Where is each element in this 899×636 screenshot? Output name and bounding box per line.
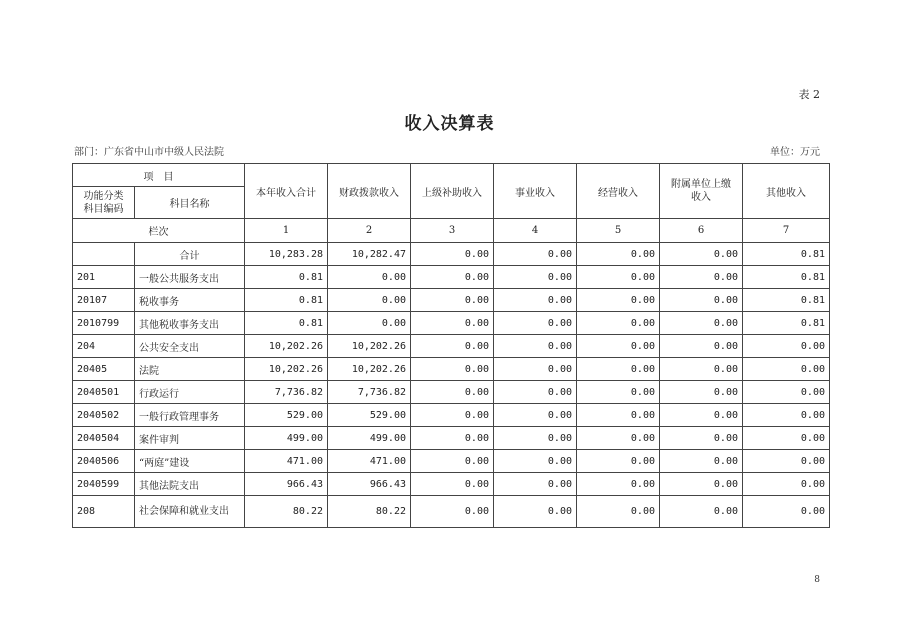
table-row [73, 266, 830, 289]
row-name: 其他税收事务支出 [135, 312, 245, 335]
row-name: “两庭”建设 [135, 450, 245, 473]
row-value: 0.00 [411, 289, 494, 312]
row-value: 0.00 [577, 335, 660, 358]
row-value: 0.81 [743, 243, 830, 266]
row-value: 10,202.26 [245, 358, 328, 381]
row-value: 0.00 [494, 427, 577, 450]
row-name: 公共安全支出 [135, 335, 245, 358]
row-value: 0.00 [494, 358, 577, 381]
row-value: 0.00 [577, 381, 660, 404]
row-value: 471.00 [328, 450, 411, 473]
table-row [73, 312, 830, 335]
row-value: 0.00 [660, 312, 743, 335]
row-value: 0.00 [411, 243, 494, 266]
row-value: 0.00 [411, 496, 494, 528]
row-code: 2010799 [73, 312, 135, 335]
row-value: 0.00 [660, 289, 743, 312]
row-value: 0.81 [743, 289, 830, 312]
row-value: 0.00 [494, 335, 577, 358]
row-value: 0.81 [245, 266, 328, 289]
row-value: 0.00 [494, 496, 577, 528]
index-cell: 4 [494, 219, 577, 243]
row-value: 0.00 [494, 312, 577, 335]
table-row [73, 335, 830, 358]
row-code: 2040504 [73, 427, 135, 450]
row-value: 0.00 [411, 473, 494, 496]
row-value: 0.00 [577, 450, 660, 473]
row-name: 一般行政管理事务 [135, 404, 245, 427]
income-table [72, 163, 830, 528]
row-code: 208 [73, 496, 135, 528]
row-value: 966.43 [328, 473, 411, 496]
row-value: 0.00 [577, 243, 660, 266]
row-value: 0.00 [660, 450, 743, 473]
row-value: 0.00 [743, 381, 830, 404]
page-number: 8 [814, 575, 820, 585]
row-name: 合计 [135, 243, 245, 266]
row-value: 499.00 [328, 427, 411, 450]
row-value: 10,202.26 [328, 335, 411, 358]
row-value: 0.00 [660, 404, 743, 427]
row-value: 471.00 [245, 450, 328, 473]
row-value: 0.00 [494, 289, 577, 312]
row-value: 0.00 [494, 404, 577, 427]
row-value: 0.00 [494, 266, 577, 289]
row-value: 0.00 [411, 450, 494, 473]
row-value: 0.81 [743, 266, 830, 289]
row-value: 0.00 [411, 335, 494, 358]
row-value: 0.00 [743, 496, 830, 528]
table-row [73, 473, 830, 496]
row-value: 529.00 [328, 404, 411, 427]
row-value: 0.00 [660, 266, 743, 289]
row-value: 0.00 [494, 381, 577, 404]
row-value: 0.00 [577, 358, 660, 381]
row-value: 966.43 [245, 473, 328, 496]
unit-label: 单位：万元 [770, 147, 820, 158]
row-value: 0.00 [494, 243, 577, 266]
header-item: 项 目 [73, 164, 245, 187]
row-name: 法院 [135, 358, 245, 381]
row-value: 0.00 [660, 243, 743, 266]
table-row [73, 381, 830, 404]
header-affiliated: 附属单位上缴 收入 [660, 164, 743, 219]
page-title: 收入决算表 [404, 114, 495, 134]
row-value: 0.00 [660, 335, 743, 358]
row-name: 一般公共服务支出 [135, 266, 245, 289]
row-value: 0.00 [411, 427, 494, 450]
row-value: 0.00 [660, 381, 743, 404]
row-value: 0.00 [743, 358, 830, 381]
row-value: 7,736.82 [328, 381, 411, 404]
row-value: 0.00 [577, 289, 660, 312]
header-name: 科目名称 [135, 187, 245, 219]
header-subsidy: 上级补助收入 [411, 164, 494, 219]
table-row [73, 289, 830, 312]
row-code: 2040599 [73, 473, 135, 496]
table-row [73, 404, 830, 427]
table-row [73, 243, 830, 266]
table-row [73, 496, 830, 528]
header-operating: 经营收入 [577, 164, 660, 219]
row-value: 0.00 [411, 381, 494, 404]
row-value: 0.00 [328, 266, 411, 289]
row-value: 0.00 [660, 473, 743, 496]
header-fiscal: 财政拨款收入 [328, 164, 411, 219]
table-row [73, 427, 830, 450]
row-value: 10,202.26 [245, 335, 328, 358]
row-code [73, 243, 135, 266]
row-value: 0.00 [411, 312, 494, 335]
header-index-label: 栏次 [73, 219, 245, 243]
row-code: 201 [73, 266, 135, 289]
row-value: 0.00 [577, 404, 660, 427]
row-value: 0.00 [577, 312, 660, 335]
row-value: 0.00 [577, 266, 660, 289]
row-value: 0.00 [743, 335, 830, 358]
row-value: 80.22 [245, 496, 328, 528]
header-other: 其他收入 [743, 164, 830, 219]
row-value: 0.00 [743, 427, 830, 450]
index-cell: 6 [660, 219, 743, 243]
row-code: 20405 [73, 358, 135, 381]
row-name: 税收事务 [135, 289, 245, 312]
row-value: 0.00 [577, 427, 660, 450]
row-value: 0.00 [660, 496, 743, 528]
row-value: 10,283.28 [245, 243, 328, 266]
row-value: 0.00 [411, 404, 494, 427]
row-code: 2040506 [73, 450, 135, 473]
index-cell: 2 [328, 219, 411, 243]
row-code: 2040501 [73, 381, 135, 404]
row-code: 20107 [73, 289, 135, 312]
header-code: 功能分类 科目编码 [73, 187, 135, 219]
row-value: 0.00 [494, 450, 577, 473]
header-total: 本年收入合计 [245, 164, 328, 219]
row-code: 2040502 [73, 404, 135, 427]
row-value: 0.81 [245, 312, 328, 335]
row-value: 0.00 [328, 289, 411, 312]
row-value: 0.81 [245, 289, 328, 312]
row-value: 80.22 [328, 496, 411, 528]
index-cell: 5 [577, 219, 660, 243]
row-value: 499.00 [245, 427, 328, 450]
table-row [73, 450, 830, 473]
row-value: 0.00 [577, 473, 660, 496]
row-name: 行政运行 [135, 381, 245, 404]
index-cell: 1 [245, 219, 328, 243]
row-value: 529.00 [245, 404, 328, 427]
row-value: 7,736.82 [245, 381, 328, 404]
department-label: 部门：广东省中山市中级人民法院 [74, 147, 224, 158]
row-value: 0.00 [411, 266, 494, 289]
index-cell: 7 [743, 219, 830, 243]
row-value: 0.00 [743, 450, 830, 473]
row-value: 10,282.47 [328, 243, 411, 266]
table-row [73, 358, 830, 381]
header-business: 事业收入 [494, 164, 577, 219]
row-value: 10,202.26 [328, 358, 411, 381]
table-number: 表 2 [798, 88, 820, 101]
row-value: 0.00 [660, 427, 743, 450]
row-value: 0.81 [743, 312, 830, 335]
row-value: 0.00 [411, 358, 494, 381]
row-name: 案件审判 [135, 427, 245, 450]
row-value: 0.00 [494, 473, 577, 496]
row-name: 其他法院支出 [135, 473, 245, 496]
row-value: 0.00 [743, 404, 830, 427]
row-value: 0.00 [743, 473, 830, 496]
row-value: 0.00 [660, 358, 743, 381]
row-code: 204 [73, 335, 135, 358]
index-cell: 3 [411, 219, 494, 243]
row-name: 社会保障和就业支出 [135, 496, 245, 528]
row-value: 0.00 [577, 496, 660, 528]
row-value: 0.00 [328, 312, 411, 335]
